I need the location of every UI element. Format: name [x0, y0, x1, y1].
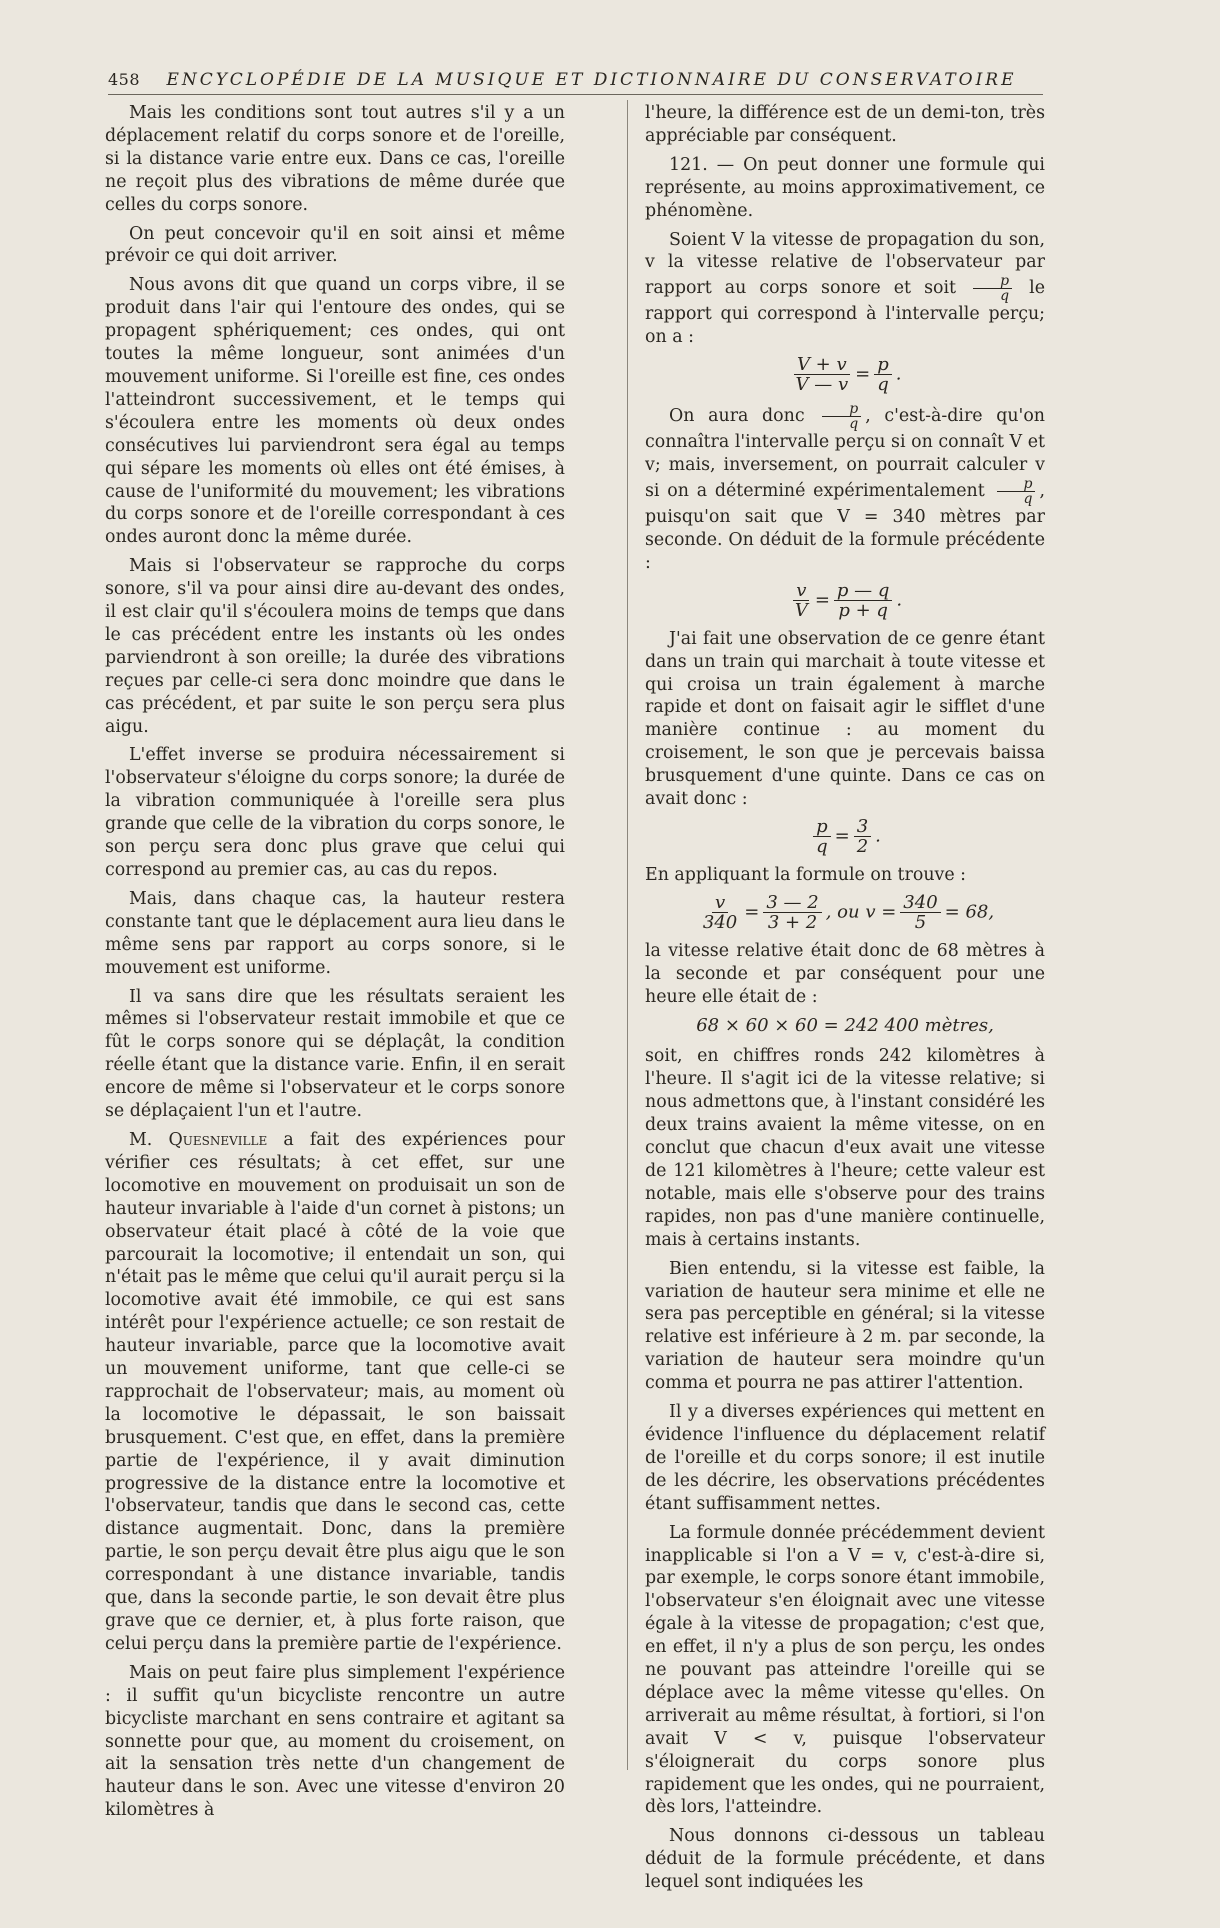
fraction-denominator: q	[1000, 288, 1010, 305]
fraction-numerator: p	[813, 817, 831, 837]
formula-end: .	[895, 363, 902, 385]
paragraph: la vitesse relative était donc de 68 mètres à la seconde et par conséquent pour une heure elle était de :	[645, 940, 1045, 1007]
fraction-p-q	[973, 274, 1012, 303]
paragraph-text: le rapport qui correspond à l'intervalle perçu; on a :	[645, 278, 1045, 348]
paragraph	[645, 402, 1045, 575]
paragraph: En appliquant la formule on trouve :	[645, 864, 967, 885]
fraction-numerator: p — q	[834, 581, 893, 601]
paragraph: Nous donnons ci-dessous un tableau déduit de la formule précédente, et dans lequel sont indiquées les	[645, 1826, 1045, 1893]
paragraph: J'ai fait une observation de ce genre étant dans un train qui marchait à toute vitesse et qui croisa un train également à marche rapide et dont on faisait agir le sifflet d'une manière continue : au moment du croisement, le son que je percevais baissa brusquement d'une quinte. Dans ce cas on avait donc :	[645, 628, 1045, 810]
paragraph: Mais les conditions sont tout autres s'il y a un déplacement relatif du corps sonore et de l'oreille, si la distance varie entre eux. Dans ce cas, l'oreille ne reçoit plus des vibrations de même durée que celles du corps sonore.	[105, 103, 565, 215]
equals-sign: =	[814, 589, 830, 611]
formula-end: = 68,	[944, 901, 995, 923]
paragraph: Nous avons dit que quand un corps vibre, il se produit dans l'air qui l'entoure des ondes, qui se propagent sphériquement; ces ondes, qui ont toutes la même longueur, sont animées d'un mouvement uniforme. Si l'oreille est fine, ces ondes l'atteindront successivement, et le temps qui s'écoulera entre les moments où deux ondes consécutives lui parviendront sera égal au temps qui sépare les moments où elles ont été émises, à cause de l'uniformité du mouvement; les vibrations du corps sonore et de l'oreille correspondant à ces ondes auront donc la même durée.	[105, 275, 565, 548]
fraction-denominator: 5	[914, 911, 927, 933]
paragraph-text: , c'est-à-dire qu'on connaîtra l'intervalle perçu si on connaît V et v; mais, inversement, on pourrait calculer v si on a déterminé expérimentalement	[645, 406, 1046, 501]
paragraph: Bien entendu, si la vitesse est faible, la variation de hauteur sera minime et elle ne sera pas perceptible en général; si la vitesse relative est inférieure à 2 m. par seconde, la variation de hauteur sera moindre qu'un comma et pourra ne pas attirer l'attention.	[645, 1258, 1045, 1394]
fraction-denominator: q	[877, 374, 889, 396]
formula-end: .	[896, 589, 903, 611]
paragraph: L'effet inverse se produira nécessairement si l'observateur s'éloigne du corps sonore; la durée de la vibration communiquée à l'oreille sera plus grande que celle de la vibration du corps sonore, le son perçu sera donc plus grave que celui qui correspond au premier cas, au cas du repos.	[105, 745, 565, 880]
formula-text: , ou v =	[825, 901, 897, 923]
fraction-denominator: 2	[856, 835, 869, 857]
fraction	[813, 817, 831, 856]
column-divider	[627, 100, 628, 1770]
paragraph: Il y a diverses expériences qui mettent en évidence l'influence du déplacement relatif de l'oreille et du corps sonore; il est inutile de les décrire, les observations précédentes étant suffisamment nettes.	[645, 1402, 1045, 1514]
equals-sign: =	[744, 901, 760, 923]
fraction	[874, 355, 892, 394]
paragraph-text: On aura donc	[669, 406, 805, 427]
fraction-numerator: p	[973, 274, 1012, 289]
fraction-denominator: p + q	[838, 599, 888, 621]
paragraph	[105, 1129, 565, 1656]
fraction	[763, 893, 821, 932]
fraction-denominator: V	[794, 599, 808, 621]
header-rule	[108, 94, 1043, 95]
fraction-numerator: p	[997, 477, 1036, 492]
fraction-numerator: p	[822, 402, 861, 417]
formula-5: 68 × 60 × 60 = 242 400 mètres,	[696, 1014, 994, 1036]
fraction	[793, 355, 852, 394]
fraction-denominator: 3 + 2	[767, 911, 818, 933]
fraction-numerator: 340	[900, 893, 940, 913]
right-column	[645, 102, 1045, 1900]
fraction	[900, 893, 940, 932]
fraction-p-q	[997, 477, 1036, 506]
paragraph: 121. — On peut donner une formule qui représente, au moins approximativement, ce phénomène.	[645, 154, 1045, 221]
fraction-p-q	[822, 402, 861, 431]
paragraph: La formule donnée précédemment devient inapplicable si l'on a V = v, c'est-à-dire si, par exemple, le corps sonore étant immobile, l'observateur s'en éloignait avec une vitesse égale à la vitesse de propagation; c'est que, en effet, il n'y a plus de son perçu, les ondes ne pouvant pas atteindre l'oreille qui se déplace avec la même vitesse qu'elles. On arriverait au même résultat, à fortiori, si l'on avait V < v, puisque l'observateur s'éloignerait du corps sonore plus rapidement que les ondes, qui ne pourraient, dès lors, l'atteindre.	[645, 1522, 1045, 1818]
paragraph: Mais on peut faire plus simplement l'expérience : il suffit qu'un bicycliste rencontre un autre bicycliste marchant en sens contraire et agitant sa sonnette pour que, au moment du croisement, on ait la sensation très nette d'un changement de hauteur dans le son. Avec une vitesse d'environ 20 kilomètres à	[105, 1662, 565, 1821]
running-header	[108, 70, 1043, 90]
running-title: ENCYCLOPÉDIE DE LA MUSIQUE ET DICTIONNAIRE DU CONSERVATOIRE	[166, 70, 1017, 90]
formula-3	[645, 817, 1045, 856]
paragraph: Mais si l'observateur se rapproche du corps sonore, s'il va pour ainsi dire au-devant des ondes, il est clair qu'il s'écoulera moins de temps que dans le cas précédent entre les instants où les ondes parviendront à son oreille; la durée des vibrations reçues par celle-ci sera donc moindre que dans le cas précédent, et par suite le son perçu sera plus aigu.	[105, 556, 565, 737]
paragraph: l'heure, la différence est de un demi-ton, très appréciable par conséquent.	[645, 103, 1045, 146]
equals-sign: =	[834, 825, 850, 847]
paragraph-text: , puisqu'on sait que V = 340 mètres par seconde. On déduit de la formule précédente :	[645, 480, 1046, 573]
fraction-denominator: q	[849, 416, 859, 433]
formula-1	[645, 355, 1045, 394]
fraction	[792, 581, 811, 620]
fraction-numerator: 3	[854, 817, 871, 837]
fraction-denominator: 340	[702, 911, 738, 933]
fraction-numerator: v	[793, 581, 809, 601]
paragraph-text: a fait des expériences pour vérifier ces résultats; à cet effet, sur une locomotive en mouvement on produisait un son de hauteur invariable à l'aide d'un cornet à pistons; un observateur était placé à côté de la voie que parcourait la locomotive; il entendait un son, qui n'était pas le même que celui qu'il aurait perçu si la locomotive avait été immobile, ce qui est sans intérêt pour l'expérience actuelle; ce son restait de hauteur invariable, parce que la locomotive avait un mouvement uniforme, tant que celle-ci se rapprochait de l'observateur; mais, au moment où la locomotive le dépassait, le son baissait brusquement. C'est que, en effet, dans la première partie de l'expérience, il y avait diminution progressive de la distance entre la locomotive et l'observateur, tandis que dans le second cas, cette distance augmentait. Donc, dans la première partie, le son perçu devait être plus aigu que le son correspondant à une distance invariable, tandis que, dans la seconde partie, le son devait être plus grave que ce dernier, et, à plus forte raison, que celui perçu dans la première partie de l'expérience.	[105, 1129, 565, 1654]
fraction	[700, 893, 740, 932]
formula-2	[645, 581, 1045, 620]
paragraph: soit, en chiffres ronds 242 kilomètres à l'heure. Il s'agit ici de la vitesse relative; si nous admettons que, à l'instant considéré les deux trains avaient la même vitesse, on en conclut que chacun d'eux avait une vitesse de 121 kilomètres à l'heure; cette valeur est notable, mais elle s'observe pour des trains rapides, non pas d'une manière continuelle, mais à certains instants.	[645, 1046, 1045, 1250]
fraction-numerator: p	[874, 355, 892, 375]
paragraph: Il va sans dire que les résultats seraient les mêmes si l'observateur restait immobile et que ce fût le corps sonore qui se déplaçât, la condition réelle étant que la distance varie. Enfin, il en serait encore de même si l'observateur et le corps sonore se déplaçaient l'un et l'autre.	[105, 986, 565, 1122]
paragraph-text: Soient V la vitesse de propagation du son, v la vitesse relative de l'observateur par rapport au corps sonore et soit	[645, 229, 1045, 299]
author-name: M. Quesneville	[129, 1129, 268, 1150]
fraction-denominator: q	[816, 835, 828, 857]
fraction	[854, 817, 871, 856]
paragraph: Mais, dans chaque cas, la hauteur restera constante tant que le déplacement aura lieu dans le même sens par rapport au corps sonore, si le mouvement est uniforme.	[105, 888, 565, 978]
fraction-numerator: V + v	[794, 355, 850, 375]
formula-4	[645, 893, 1045, 932]
fraction-denominator: V — v	[795, 374, 849, 396]
fraction	[834, 581, 893, 620]
paragraph	[645, 229, 1045, 350]
fraction-denominator: q	[1023, 490, 1033, 507]
fraction-numerator: v	[712, 893, 728, 913]
equals-sign: =	[855, 363, 871, 385]
left-column	[105, 102, 565, 1828]
fraction-numerator: 3 — 2	[763, 893, 821, 913]
page-number: 458	[108, 70, 141, 89]
paragraph: On peut concevoir qu'il en soit ainsi et même prévoir ce qui doit arriver.	[105, 223, 565, 267]
formula-end: .	[875, 825, 881, 847]
